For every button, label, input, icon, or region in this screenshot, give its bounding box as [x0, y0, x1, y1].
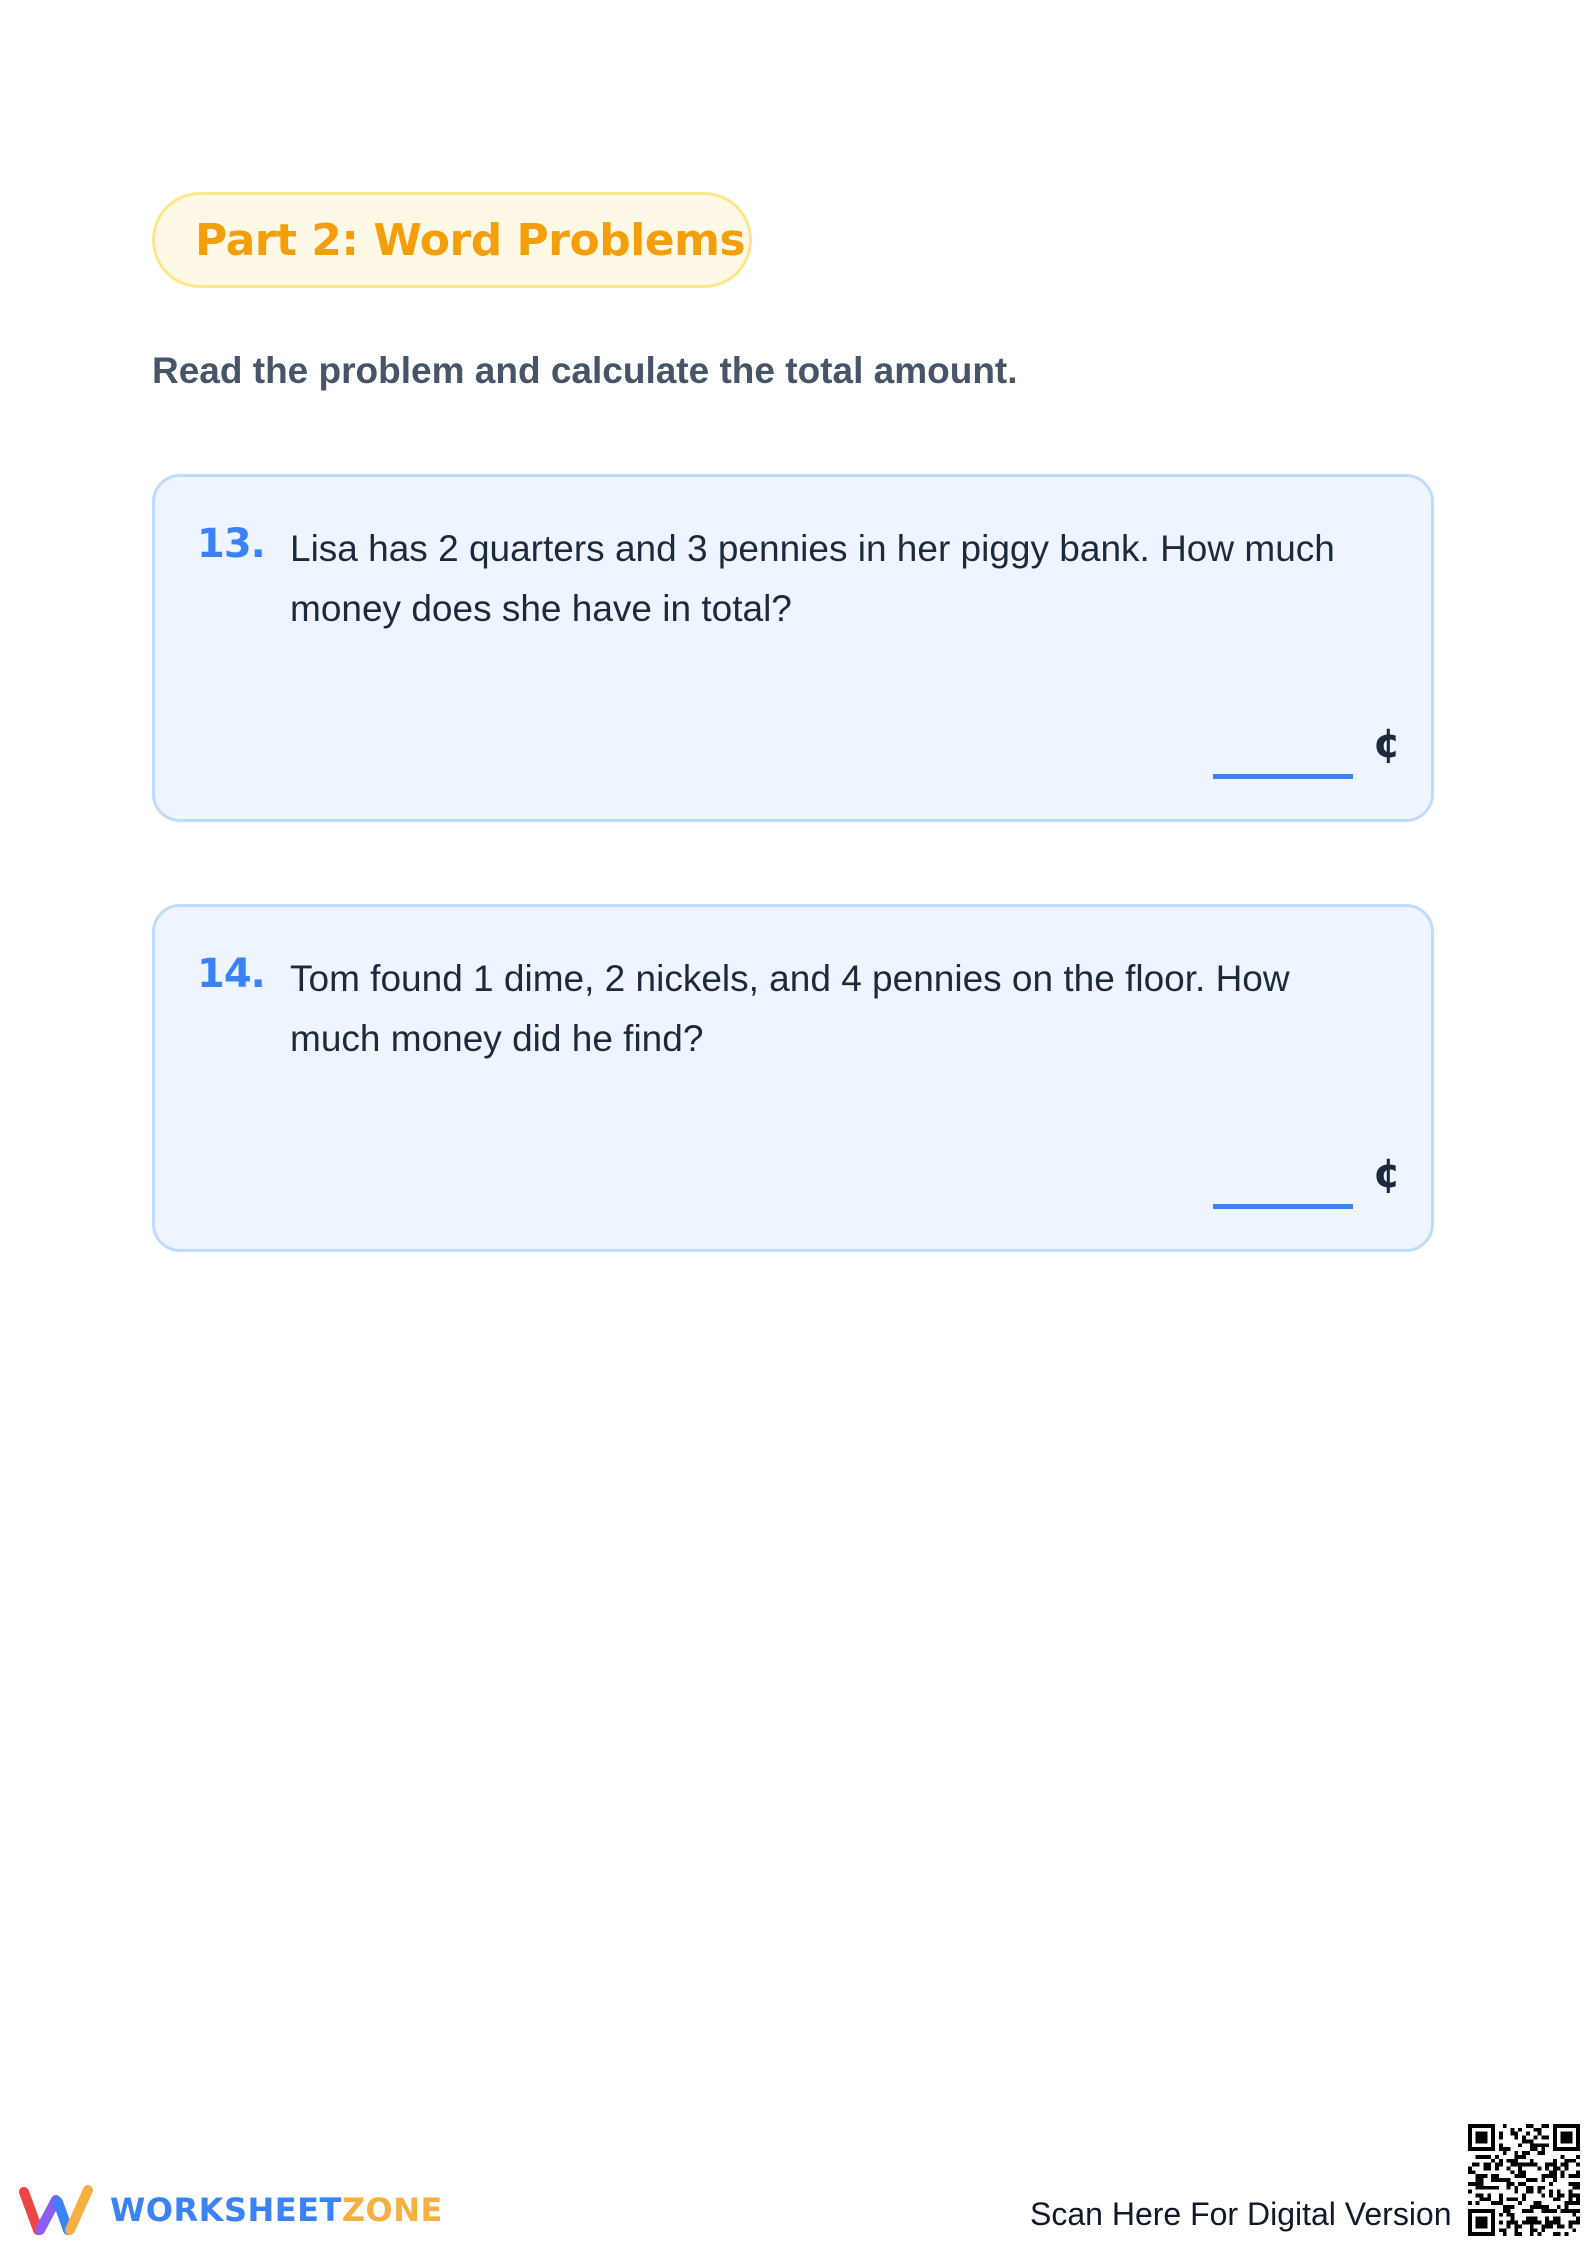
brand-name-part1: WORKSHEET: [110, 2191, 342, 2229]
problem-text: Lisa has 2 quarters and 3 pennies in her piggy bank. How much money does she have in total?: [290, 528, 1335, 629]
section-header: [152, 192, 752, 288]
problem-text: Tom found 1 dime, 2 nickels, and 4 pennies on the floor. How much money did he find?: [290, 958, 1290, 1059]
problem-card-14: [152, 904, 1434, 1252]
cent-unit-label: ¢: [1373, 1151, 1401, 1197]
brand-name: [110, 2191, 443, 2229]
brand-name-part2: ZONE: [341, 2191, 443, 2229]
worksheetzone-w-logo-icon: [16, 2182, 96, 2238]
problem-number: 14.: [197, 951, 265, 997]
scan-caption: Scan Here For Digital Version: [1030, 2196, 1452, 2232]
problem-card-13: [152, 474, 1434, 822]
answer-blank-line[interactable]: [1213, 774, 1353, 779]
instructions-text: Read the problem and calculate the total amount.: [152, 350, 1018, 391]
brand-logo[interactable]: [16, 2182, 443, 2238]
cent-unit-label: ¢: [1373, 721, 1401, 767]
section-title: Part 2: Word Problems: [195, 214, 746, 266]
problem-number: 13.: [197, 521, 265, 567]
qr-code-icon[interactable]: [1468, 2124, 1580, 2236]
answer-blank-line[interactable]: [1213, 1204, 1353, 1209]
